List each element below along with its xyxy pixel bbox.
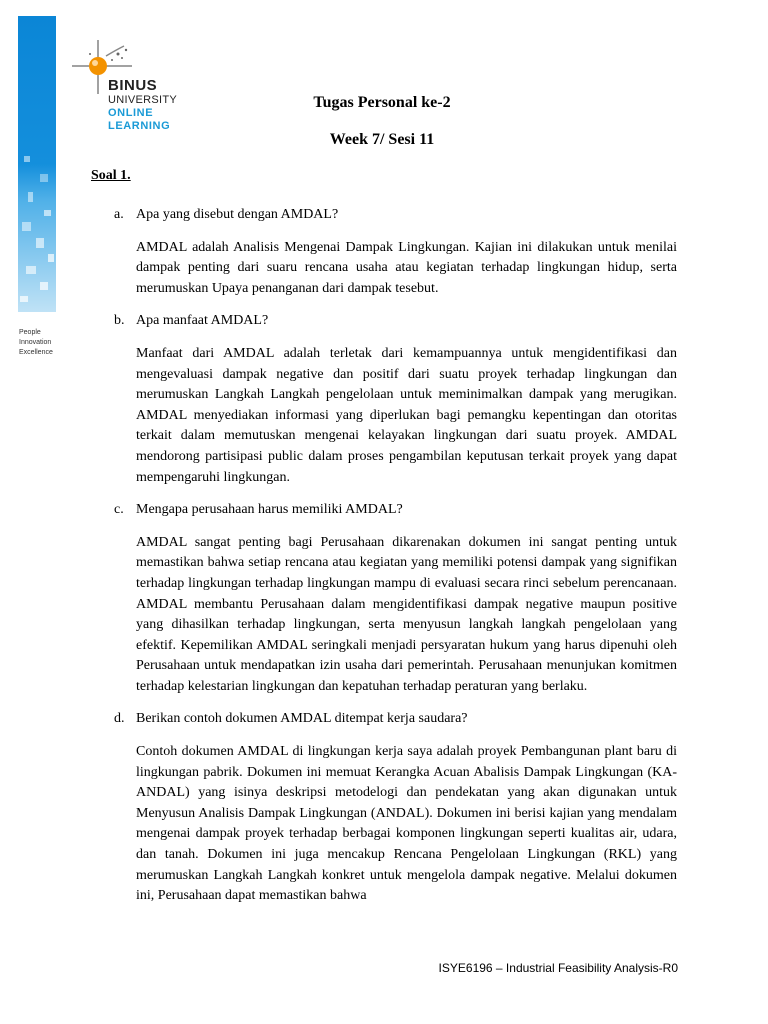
logo-binus: BINUS xyxy=(108,77,158,94)
logo-learning: LEARNING xyxy=(108,120,171,132)
page-footer: ISYE6196 – Industrial Feasibility Analysis-R0 xyxy=(438,961,678,975)
answer-text: AMDAL adalah Analisis Mengenai Dampak Lingkungan. Kajian ini dilakukan untuk menilai dampak penting dari suaru rencana usaha atau kegiatan terhadap lingkungan hidup, serta merumuskan Upaya penanganan dari dampak tesebut. xyxy=(136,239,677,296)
answer-text: Contoh dokumen AMDAL di lingkungan kerja saya adalah proyek Pembangunan plant baru di lingkungan pabrik. Dokumen ini memuat Kerangka Acuan Abalisis Dampak Lingkungan (KA-ANDAL) yang isinya deskripsi metodelogi dan pendekatan yang akan digunakan untuk Menyusun Analisis Dampak Lingkungan (ANDAL). Dokumen ini berisi kajian yang mendalam mengenai dampak proyek terhadap berbagai komponen lingkungan seperti kualitas air, udara, dan tanah. Dokumen ini juga mencakup Rencana Pengelolaan Lingkungan (RKL) yang merumuskan Langkah Langkah konkret untuk mengelola dampak negative. Melalui dokumen ini, Perusahaan dapat memastikan bahwa xyxy=(136,744,677,904)
brand-tagline xyxy=(19,328,53,358)
item-letter: b. xyxy=(114,313,125,329)
list-item xyxy=(114,311,677,488)
question-text: Mengapa perusahaan harus memiliki AMDAL? xyxy=(136,502,403,518)
document-subtitle: Week 7/ Sesi 11 xyxy=(329,131,435,148)
list-item xyxy=(114,205,677,299)
answer-text: Manfaat dari AMDAL adalah terletak dari kemampuannya untuk mengidentifikasi dan mengevaluasi dampak negative dan positif dari suatu proyek terhadap lingkungan dan merumuskan Langkah Langkah pengelolaan untuk meminimalkan dampak yang merugikan. AMDAL menyediakan informasi yang diperlukan bagi pemangku kepentingan dan otoritas terkait dalam memutuskan mengenai kelayakan lingkungan dari suatu proyek. AMDAL mendorong partisipasi public dalam proses pengambilan keputusan terkait proyek yang dapat mempengaruhi lingkungan. xyxy=(136,345,677,485)
tagline-line: Innovation xyxy=(19,339,52,346)
question-text: Berikan contoh dokumen AMDAL ditempat kerja saudara? xyxy=(136,711,468,727)
logo-university: UNIVERSITY xyxy=(108,94,178,106)
answer-text: AMDAL sangat penting bagi Perusahaan dikarenakan dokumen ini sangat penting untuk memastikan bahwa setiap rencana atau kegiatan yang memiliki potensi dampak yang signifikan terhadap lingkungan terhadap lingkungan mampu di evaluasi secara rinci sebelum perencanaan. AMDAL membantu Perusahaan dalam mengidentifikasi dampak negative maupun positive yang dihasilkan terhadap lingkungan, serta menyusun langkah langkah pengelolaan yang efektif. Kepemilikan AMDAL seringkali menjadi persyaratan hukum yang harus dipenuhi oleh Perusahaan untuk mendapatkan izin usaha dari pemerintah. Perusahaan menunjukan komitmen terhadap kelestarian lingkungan dan kepatuhan terhadap peraturan yang berlaku. xyxy=(136,534,677,694)
logo-online: ONLINE xyxy=(108,107,154,119)
question-list xyxy=(114,205,677,919)
item-letter: d. xyxy=(114,711,125,727)
tagline-line: People xyxy=(19,329,41,336)
list-item xyxy=(114,500,677,697)
section-label: Soal 1. xyxy=(91,168,131,183)
item-letter: c. xyxy=(114,502,124,518)
item-letter: a. xyxy=(114,207,124,222)
decorative-stripe xyxy=(18,16,56,312)
question-text: Apa manfaat AMDAL? xyxy=(136,313,269,329)
tagline-line: Excellence xyxy=(19,349,53,356)
list-item xyxy=(114,709,677,906)
logo-wordmark xyxy=(108,78,177,133)
document-title: Tugas Personal ke-2 xyxy=(313,94,451,111)
question-text: Apa yang disebut dengan AMDAL? xyxy=(136,207,339,222)
